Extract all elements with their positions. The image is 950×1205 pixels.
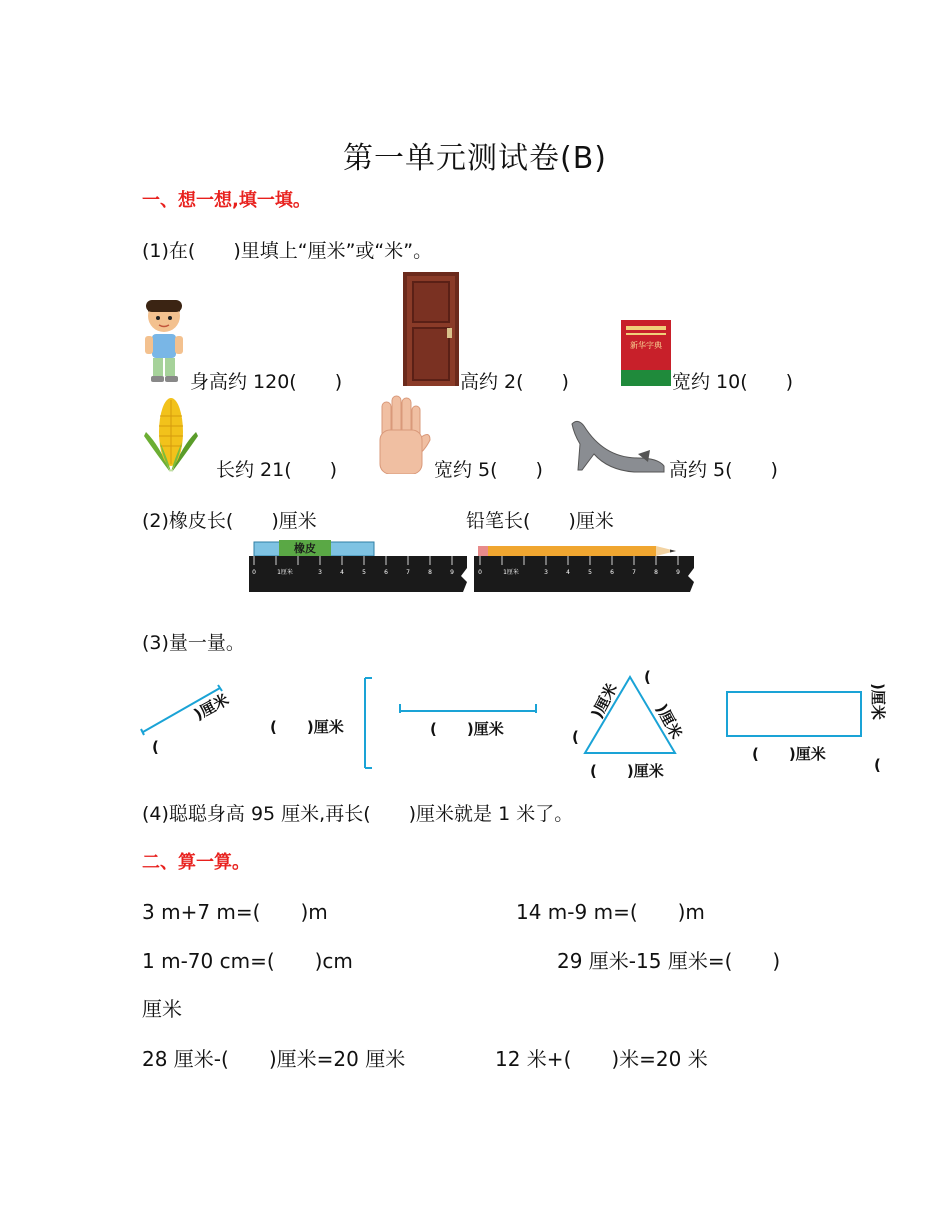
rectangle-side-open-paren: (: [874, 756, 881, 774]
page-title: 第一单元测试卷(B): [343, 141, 607, 176]
triangle-right-unit: )厘米: [652, 700, 686, 742]
question-2-pencil-prompt: 铅笔长( )厘米: [466, 510, 614, 532]
triangle-right-open-paren: (: [644, 668, 651, 686]
corn-icon: [140, 396, 202, 474]
q1-item-door: 高约 2( ): [460, 371, 569, 393]
svg-text:1厘米: 1厘米: [503, 569, 519, 576]
triangle-left-unit: )厘米: [587, 680, 621, 722]
q1-item-hand: 宽约 5( ): [434, 459, 543, 481]
question-3-prompt: (3)量一量。: [142, 632, 245, 654]
equation-6: 12 米+( )米=20 米: [495, 1047, 708, 1071]
svg-text:9: 9: [450, 569, 454, 576]
triangle-left-open-paren: (: [572, 728, 579, 746]
svg-text:5: 5: [362, 569, 366, 576]
q1-item-corn: 长约 21( ): [216, 459, 338, 481]
dictionary-icon: [621, 320, 671, 386]
svg-text:7: 7: [632, 569, 636, 576]
horizontal-segment-shape: [398, 702, 538, 716]
svg-text:4: 4: [340, 569, 344, 576]
vertical-segment-blank: ( )厘米: [270, 718, 344, 736]
svg-text:4: 4: [566, 569, 570, 576]
vertical-segment-shape: [360, 676, 374, 770]
svg-text:3: 3: [544, 569, 548, 576]
question-4-text: (4)聪聪身高 95 厘米,再长( )厘米就是 1 米了。: [142, 803, 574, 825]
pencil-ruler-figure: [474, 538, 698, 596]
hand-icon: [370, 394, 432, 474]
svg-text:8: 8: [428, 569, 432, 576]
eraser-ruler-figure: [249, 538, 469, 596]
svg-text:5: 5: [588, 569, 592, 576]
equation-4-unit: 厘米: [142, 997, 182, 1021]
dictionary-cover-text: 新华字典: [630, 341, 662, 350]
door-icon: [403, 272, 459, 386]
question-2-eraser-prompt: (2)橡皮长( )厘米: [142, 510, 317, 532]
segment-unit-label: )厘米: [190, 690, 232, 724]
question-1-prompt: (1)在( )里填上“厘米”或“米”。: [142, 240, 433, 262]
svg-text:7: 7: [406, 569, 410, 576]
svg-text:0: 0: [478, 569, 482, 576]
equation-4: 29 厘米-15 厘米=( ): [557, 949, 781, 973]
equation-3: 1 m-70 cm=( )cm: [142, 949, 353, 973]
section-heading-1: 一、想一想,填一填。: [142, 190, 311, 211]
svg-text:8: 8: [654, 569, 658, 576]
svg-text:0: 0: [252, 569, 256, 576]
rectangle-bottom-blank: ( )厘米: [752, 745, 826, 763]
horizontal-segment-blank: ( )厘米: [430, 720, 504, 738]
svg-text:3: 3: [318, 569, 322, 576]
equation-2: 14 m-9 m=( )m: [516, 900, 705, 924]
svg-text:9: 9: [676, 569, 680, 576]
equation-1: 3 m+7 m=( )m: [142, 900, 328, 924]
section-heading-2: 二、算一算。: [142, 852, 250, 873]
high-heel-icon: [568, 418, 668, 474]
triangle-bottom-blank: ( )厘米: [590, 762, 664, 780]
eraser-label: 橡皮: [294, 542, 316, 555]
boy-icon: [140, 296, 188, 386]
equation-5: 28 厘米-( )厘米=20 厘米: [142, 1047, 406, 1071]
svg-text:1厘米: 1厘米: [277, 569, 293, 576]
segment-open-paren: (: [152, 738, 159, 756]
rectangle-side-unit: )厘米: [869, 683, 887, 720]
q1-item-high-heel: 高约 5( ): [669, 459, 778, 481]
q1-item-dictionary: 宽约 10( ): [672, 371, 794, 393]
svg-text:6: 6: [384, 569, 388, 576]
q1-item-boy: 身高约 120( ): [190, 371, 343, 393]
rectangle-shape: [724, 690, 864, 738]
svg-text:6: 6: [610, 569, 614, 576]
